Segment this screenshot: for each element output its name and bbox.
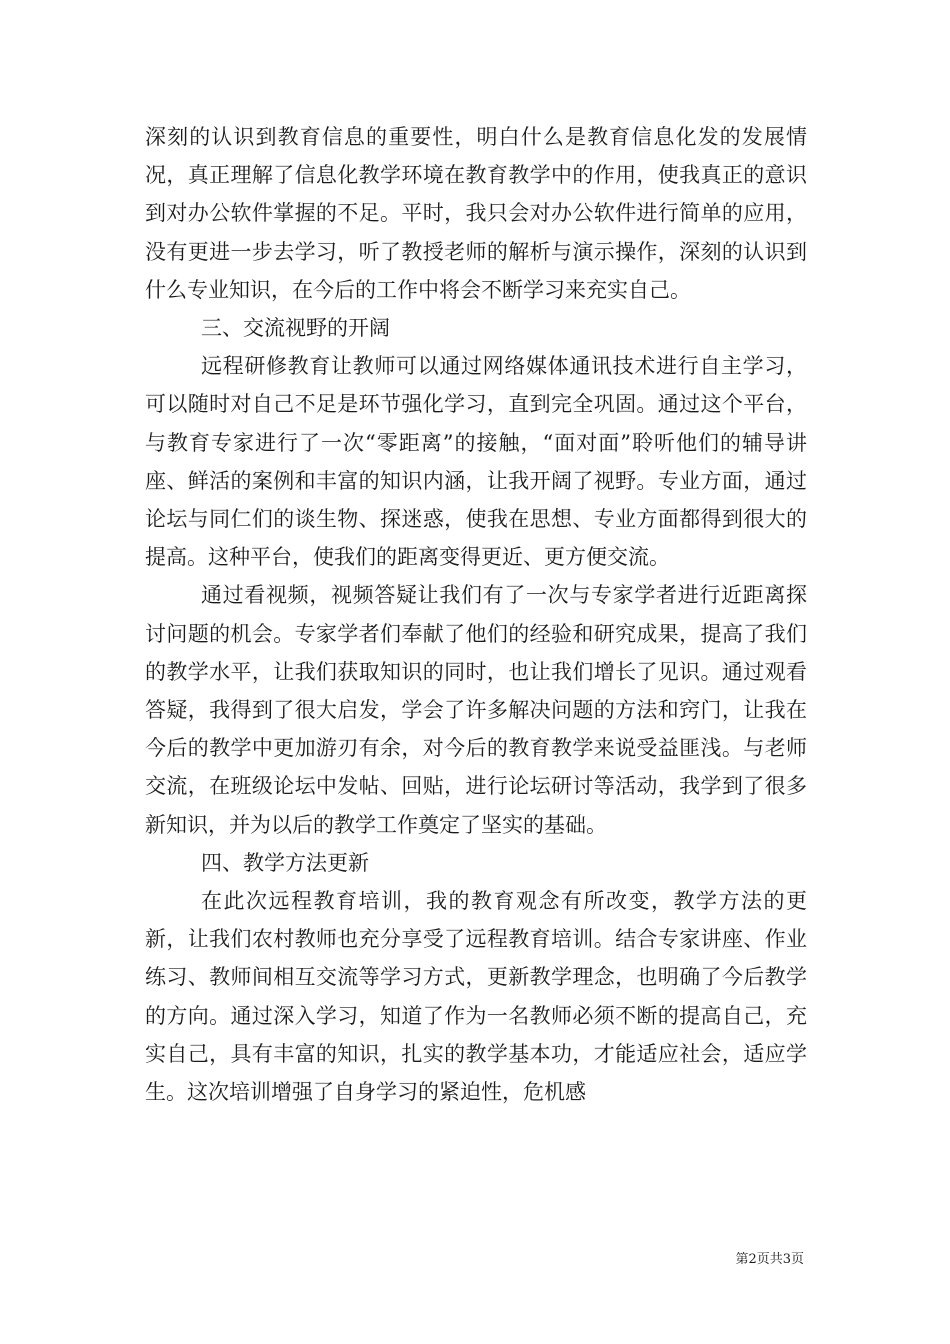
section-heading-four: 四、教学方法更新 [201,850,369,875]
section-heading-three: 三、交流视野的开阔 [201,316,390,341]
document-body [145,118,807,1111]
paragraph-video-qa: 通过看视频，视频答疑让我们有了一次与专家学者进行近距离探讨问题的机会。专家学者们奉献了他们的经验和研究成果，提高了我们的教学水平，让我们获取知识的同时，也让我们增长了见识。通过观看答疑，我得到了很大启发，学会了许多解决问题的方法和窍门，让我在今后的教学中更加游刃有余，对今后的教育教学来说受益匪浅。与老师交流，在班级论坛中发帖、回贴，进行论坛研讨等活动，我学到了很多新知识，并为以后的教学工作奠定了坚实的基础。 [145,583,807,837]
paragraph-remote-study: 远程研修教育让教师可以通过网络媒体通讯技术进行自主学习，可以随时对自己不足是环节强化学习，直到完全巩固。通过这个平台，与教育专家进行了一次“零距离”的接触，“面对面”聆听他们的辅导讲座、鲜活的案例和丰富的知识内涵，让我开阔了视野。专业方面，通过论坛与同仁们的谈生物、探迷惑，使我在思想、专业方面都得到很大的提高。这种平台，使我们的距离变得更近、更方便交流。 [145,354,807,570]
paragraph-continuation: 深刻的认识到教育信息的重要性，明白什么是教育信息化发的发展情况，真正理解了信息化教学环境在教育教学中的作用，使我真正的意识到对办公软件掌握的不足。平时，我只会对办公软件进行简单的应用，没有更进一步去学习，听了教授老师的解析与演示操作，深刻的认识到什么专业知识，在今后的工作中将会不断学习来充实自己。 [145,125,807,302]
paragraph-teaching-methods: 在此次远程教育培训，我的教育观念有所改变，教学方法的更新，让我们农村教师也充分享受了远程教育培训。结合专家讲座、作业练习、教师间相互交流等学习方式，更新教学理念，也明确了今后教学的方向。通过深入学习，知道了作为一名教师必须不断的提高自己，充实自己，具有丰富的知识，扎实的教学基本功，才能适应社会，适应学生。这次培训增强了自身学习的紧迫性，危机感 [145,889,807,1105]
page-number-footer: 第2页共3页 [735,1252,804,1267]
